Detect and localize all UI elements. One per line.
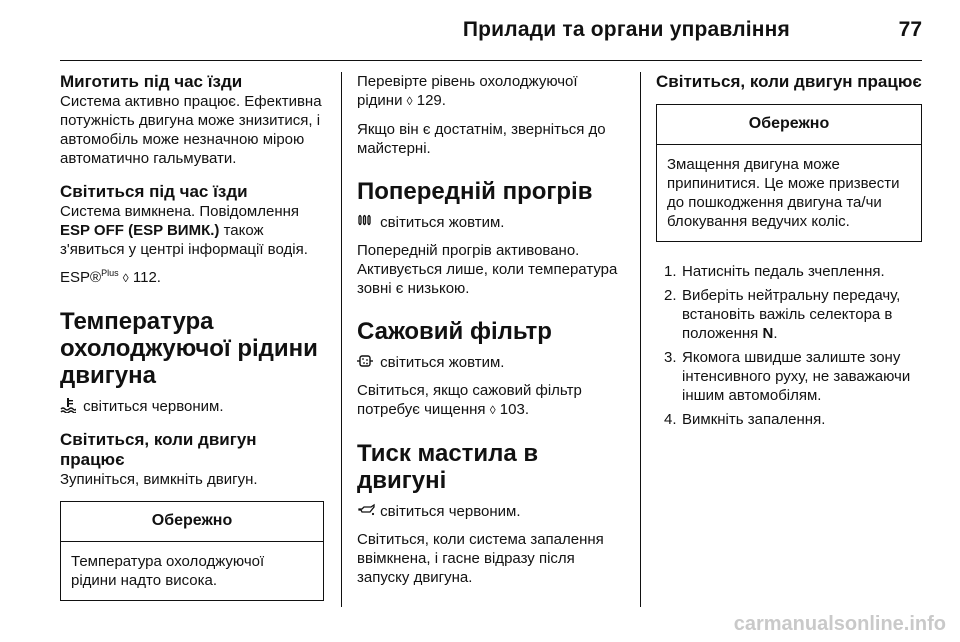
caution-text: Температура охолоджуючої рідини надто висока. [71, 553, 265, 589]
coolant-status-text: світиться червоним. [83, 398, 224, 415]
filter-text-label: Світиться, якщо сажовий фільтр потребує чищення [357, 382, 582, 418]
column-rule-2 [640, 72, 641, 607]
diesel-particulate-filter-icon [357, 353, 373, 369]
step-number: 4. [664, 411, 677, 428]
esp-off-text-b: також з'явиться у центрі інформації водія. [60, 222, 308, 258]
page-ref-arrow-icon: ◊ [406, 94, 413, 108]
filter-text [357, 381, 625, 420]
filter-status [357, 353, 625, 372]
esp-reference [60, 268, 324, 288]
service-text: Якщо він є достатнім, зверніться до майстерні. [357, 121, 606, 157]
step-text: Натисніть педаль зчеплення. [682, 263, 885, 280]
caution-box-oil [656, 104, 922, 242]
column-2 [357, 72, 625, 587]
page-ref-arrow-icon: ◊ [122, 271, 129, 285]
engine-running-text: Зупиніться, вимкніть двигун. [60, 471, 258, 488]
oil-pressure-icon [357, 502, 373, 518]
filter-status-text: світиться жовтим. [380, 354, 505, 371]
section-heading-flashing: Миготить під час їзди [60, 72, 243, 91]
header-rule [60, 60, 922, 61]
filter-text-page: 103. [499, 401, 529, 418]
step-number: 2. [664, 287, 677, 304]
column-rule-1 [341, 72, 342, 607]
page-header-title: Прилади та органи управління [462, 18, 790, 41]
section-heading-coolant: Температура охолоджуючої рідини двигуна [60, 308, 318, 389]
step-text-b: . [773, 325, 778, 342]
column-1 [60, 72, 324, 601]
section-heading-lit-driving: Світиться під час їзди [60, 182, 248, 201]
coolant-status [60, 397, 324, 416]
glow-plug-icon [357, 213, 373, 229]
caution-title: Обережно [657, 105, 921, 145]
caution-text: Змащення двигуна може припинитися. Це може призвести до пошкодження двигуна та/чи блокування ведучих коліс. [667, 156, 900, 230]
esp-off-text-a: Система вимкнена. Повідомлення [60, 203, 300, 220]
step-number: 1. [664, 263, 677, 280]
watermark: carmanualsonline.info [733, 613, 946, 635]
list-item [656, 348, 922, 405]
section-heading-particulate-filter: Сажовий фільтр [357, 318, 552, 345]
esp-ref-sup: Plus [101, 268, 119, 278]
section-text-lit-driving [60, 202, 324, 259]
preheat-status [357, 213, 625, 232]
oil-text: Світиться, коли система запалення ввімкнена, і гасне відразу після запуску двигуна. [357, 531, 604, 586]
step-number: 3. [664, 349, 677, 366]
column-3 [656, 72, 922, 434]
esp-off-message: ESP OFF (ESP ВИМК.) [60, 222, 220, 239]
coolant-temperature-icon [60, 397, 76, 413]
steps-list [656, 262, 922, 429]
step-text: Якомога швидше залиште зону інтенсивного руху, не заважаючи іншим автомобілям. [682, 349, 911, 404]
oil-status [357, 502, 625, 521]
list-item [656, 410, 922, 429]
oil-status-text: світиться червоним. [380, 503, 521, 520]
page-number: 77 [898, 18, 922, 41]
coolant-check-text [357, 72, 625, 111]
esp-ref-prefix: ESP® [60, 269, 102, 286]
step-text: Вимкніть запалення. [682, 411, 826, 428]
section-heading-oil-pressure: Тиск мастила в двигуні [357, 440, 539, 494]
section-heading-lit-engine-running: Світиться, коли двигун працює [656, 72, 922, 91]
coolant-check-page: 129. [416, 92, 446, 109]
page-ref-arrow-icon: ◊ [489, 403, 496, 417]
list-item [656, 286, 922, 343]
caution-title: Обережно [61, 502, 323, 542]
esp-ref-page: 112. [132, 269, 161, 286]
caution-box-coolant [60, 501, 324, 601]
step-text-bold: N [762, 325, 774, 342]
preheat-text: Попередній прогрів активовано. Активується лише, коли температура зовні є низькою. [357, 242, 618, 297]
list-item [656, 262, 922, 281]
step-text-a: Виберіть нейтральну передачу, встановіть важіль селектора в положення [682, 287, 901, 342]
section-heading-engine-running: Світиться, коли двигун працює [60, 430, 257, 469]
section-heading-preheat: Попередній прогрів [357, 178, 593, 205]
preheat-status-text: світиться жовтим. [380, 214, 505, 231]
coolant-check-label: Перевірте рівень охолоджуючої рідини [357, 73, 578, 109]
section-text-flashing: Система активно працює. Ефективна потужність двигуна може знизитися, і автомобіль може незначною мірою автоматично гальмувати. [60, 93, 322, 167]
step-text [682, 286, 922, 343]
